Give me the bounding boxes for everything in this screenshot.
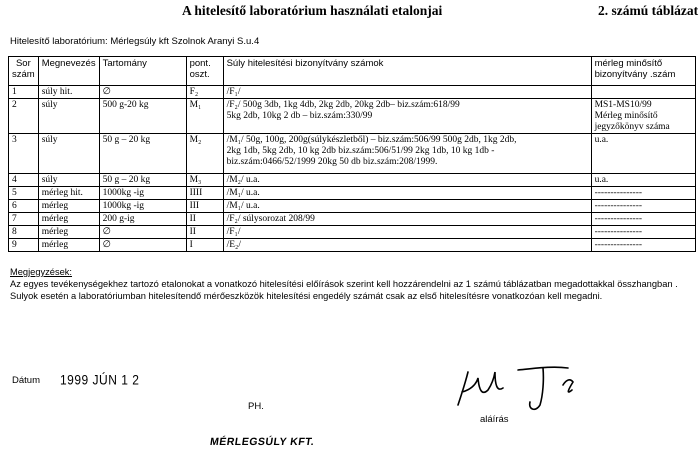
row-cert: /F₂/ súlysorozat 208/99 — [223, 213, 591, 226]
table-row — [9, 226, 696, 239]
row-range: 200 g-ig — [99, 213, 186, 226]
row-cert: /F₁/ — [223, 86, 591, 99]
row-scale-cert: --------------- — [591, 187, 695, 200]
table-row — [9, 200, 696, 213]
row-number: 6 — [9, 200, 39, 213]
row-number: 1 — [9, 86, 39, 99]
row-cert: /F₁/ — [223, 226, 591, 239]
date-stamp: 1999 JÚN 1 2 — [60, 371, 140, 389]
row-name: súly hit. — [38, 86, 99, 99]
row-scale-cert: u.a. — [591, 134, 695, 174]
row-range: 1000kg -ig — [99, 200, 186, 213]
row-number: 8 — [9, 226, 39, 239]
lab-line: Hitelesítő laboratórium: Mérlegsúly kft Szolnok Aranyi S.u.4 — [10, 36, 260, 47]
row-scale-cert: --------------- — [591, 239, 695, 252]
table-row — [9, 174, 696, 187]
row-name: mérleg — [38, 200, 99, 213]
row-class: III — [186, 200, 223, 213]
header-pont: pont. oszt. — [186, 57, 223, 86]
row-cert: /F₂/ 500g 3db, 1kg 4db, 2kg 2db, 20kg 2db– biz.szám:618/99 5kg 2db, 10kg 2 db – biz.szám:330/99 — [223, 99, 591, 134]
header-suly: Súly hitelesítési bizonyítvány számok — [223, 57, 591, 86]
row-name: mérleg hit. — [38, 187, 99, 200]
row-cert: /M₁/ u.a. — [223, 187, 591, 200]
company-stamp: MÉRLEGSÚLY KFT. — [209, 436, 316, 448]
row-number: 9 — [9, 239, 39, 252]
signature-image — [448, 360, 598, 415]
row-number: 2 — [9, 99, 39, 134]
table-number: 2. számú táblázat — [598, 3, 699, 18]
row-cert: /M₁/ u.a. — [223, 200, 591, 213]
header-megnevezes: Megnevezés — [38, 57, 99, 86]
row-number: 7 — [9, 213, 39, 226]
row-scale-cert: --------------- — [591, 226, 695, 239]
row-scale-cert: MS1-MS10/99 Mérleg minősítő jegyzőkönyv száma — [591, 99, 695, 134]
row-class: II — [186, 213, 223, 226]
row-name: mérleg — [38, 213, 99, 226]
row-range: 1000kg -ig — [99, 187, 186, 200]
row-name: mérleg — [38, 226, 99, 239]
row-class: M₁ — [186, 99, 223, 134]
row-name: mérleg — [38, 239, 99, 252]
row-name: súly — [38, 134, 99, 174]
notes-line-2: Sulyok esetén a laboratóriumban hitelesítendő mérőeszközök hitelesítési engedély számát csak az első hitelesítésre vonatkozóan kell megadni. — [10, 291, 603, 301]
header-sor: Sor szám — [9, 57, 39, 86]
datum-label: Dátum — [12, 375, 40, 386]
row-number: 3 — [9, 134, 39, 174]
row-scale-cert: u.a. — [591, 174, 695, 187]
row-range: 50 g – 20 kg — [99, 174, 186, 187]
table-row — [9, 239, 696, 252]
row-name: súly — [38, 174, 99, 187]
row-range: ∅ — [99, 86, 186, 99]
header-tartomany: Tartomány — [99, 57, 186, 86]
table-row — [9, 134, 696, 174]
header-merleg: mérleg minősítő bizonyítvány .szám — [591, 57, 695, 86]
row-class: II — [186, 226, 223, 239]
row-class: IIII — [186, 187, 223, 200]
notes — [10, 266, 694, 302]
row-scale-cert — [591, 86, 695, 99]
row-range: 50 g – 20 kg — [99, 134, 186, 174]
row-range: ∅ — [99, 239, 186, 252]
row-name: súly — [38, 99, 99, 134]
row-class: I — [186, 239, 223, 252]
signature-label: aláírás — [480, 414, 509, 425]
title-text: A hitelesítő laboratórium használati etalonjai — [182, 3, 443, 18]
row-cert: /M₂/ u.a. — [223, 174, 591, 187]
table-row — [9, 213, 696, 226]
row-class: M₂ — [186, 134, 223, 174]
ph-label: PH. — [248, 401, 264, 412]
table-header-row — [9, 57, 696, 86]
notes-heading: Megjegyzések: — [10, 267, 73, 277]
row-class: M₃ — [186, 174, 223, 187]
row-number: 4 — [9, 174, 39, 187]
etalon-table — [8, 56, 696, 252]
notes-line-1: Az egyes tevékenységekhez tartozó etalonokat a vonatkozó hitelesítési előírások szerint kell hozzárendelni az 1 számú táblázatban megadottakkal összhangban . — [10, 279, 678, 289]
row-number: 5 — [9, 187, 39, 200]
row-range: 500 g-20 kg — [99, 99, 186, 134]
table-row — [9, 99, 696, 134]
row-scale-cert: --------------- — [591, 200, 695, 213]
row-scale-cert: --------------- — [591, 213, 695, 226]
row-class: F₂ — [186, 86, 223, 99]
table-row — [9, 187, 696, 200]
row-range: ∅ — [99, 226, 186, 239]
row-cert: /M₁/ 50g, 100g, 200g(súlykészletből) – biz.szám:506/99 500g 2db, 1kg 2db, 2kg 1db, 5kg 2db, 10 kg 2db biz.szám:506/51/99 2kg 1db, 10 kg 1db - biz.szám:0466/52/1999 20kg 50 db biz.szám:208/1999. — [223, 134, 591, 174]
table-row — [9, 86, 696, 99]
row-cert: /E₂/ — [223, 239, 591, 252]
document-title — [0, 3, 700, 21]
